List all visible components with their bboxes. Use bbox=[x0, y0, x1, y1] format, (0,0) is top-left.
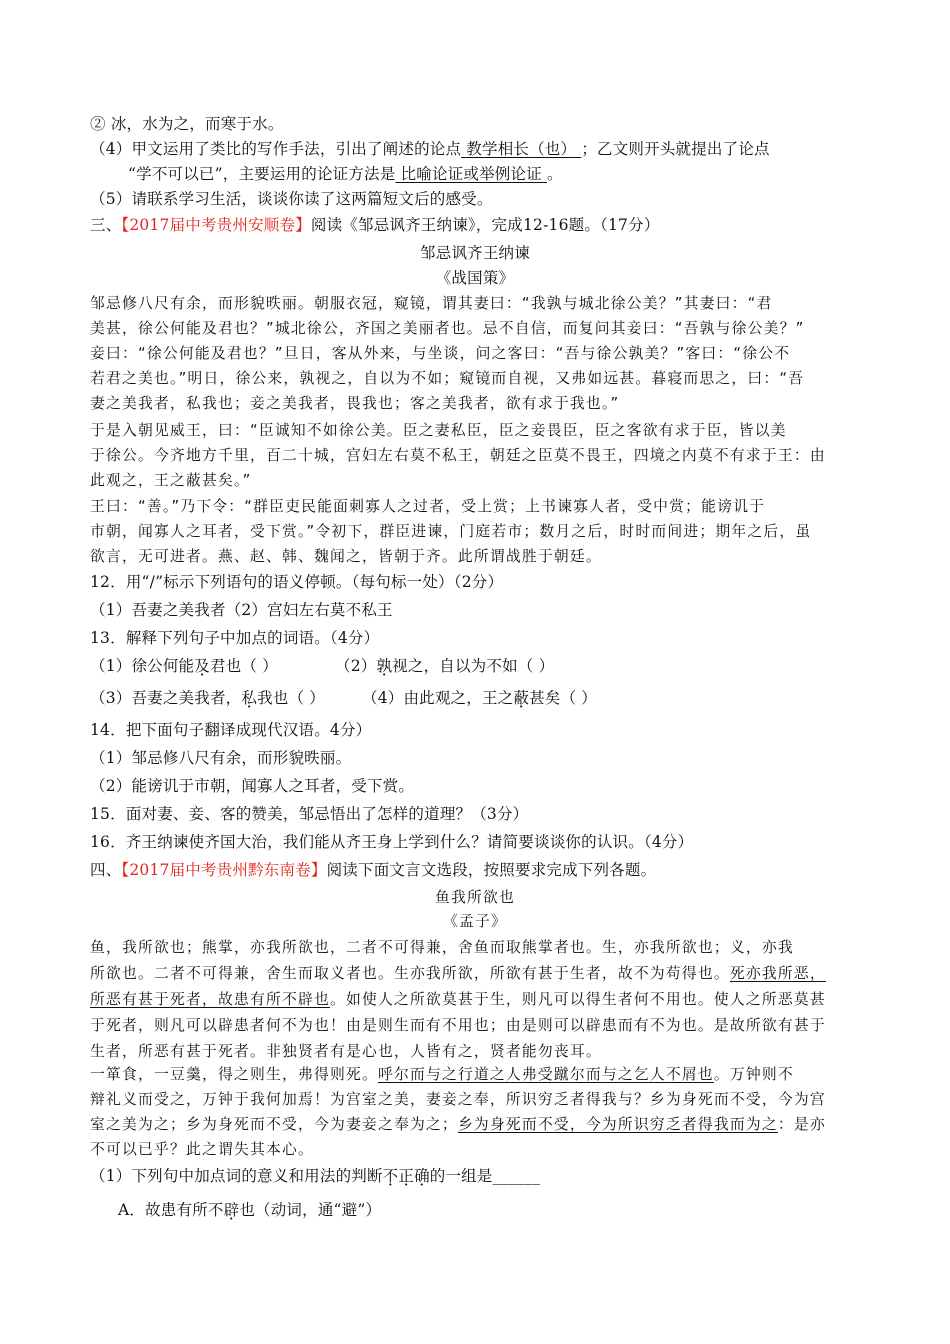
passage-line: 所欲也。二者不可得兼，舍生而取义者也。生亦我所欲，所欲有甚于生者，故不为苟得也。死亦我所恶， bbox=[90, 965, 826, 982]
question-12-items: （1）吾妻之美我者（2）宫妇左右莫不私王 bbox=[90, 601, 393, 619]
question-14-item-1: （1）邹忌修八尺有余，而形貌昳丽。 bbox=[90, 749, 352, 767]
question-13-item-3: （3）吾妻之美我者，私我也（ ） bbox=[90, 689, 326, 707]
passage-title: 邹忌讽齐王纳谏 bbox=[420, 244, 530, 262]
passage-line: 生者，所恶有甚于死者。非独贤者有是心也，人皆有之，贤者能勿丧耳。 bbox=[90, 1043, 602, 1060]
underlined-sentence: 所恶有甚于死者，故患有所不辟也 bbox=[90, 991, 330, 1008]
question-15: 15．面对妻、妾、客的赞美，邹忌悟出了怎样的道理？（3分） bbox=[90, 805, 529, 823]
passage-line: 鱼，我所欲也；熊掌，亦我所欲也，二者不可得兼，舍鱼而取熊掌者也。生，亦我所欲也；义，亦我 bbox=[90, 939, 794, 956]
passage-line: 所恶有甚于死者，故患有所不辟也。如使人之所欲莫甚于生，则凡可以得生者何不用也。使人之所恶莫甚 bbox=[90, 991, 826, 1008]
source-tag: 【2017届中考贵州安顺卷】 bbox=[121, 216, 311, 234]
section-3-heading: 三、【2017届中考贵州安顺卷】阅读《邹忌讽齐王纳谏》，完成12-16题。（17分） bbox=[90, 216, 660, 234]
section-4-heading: 四、【2017届中考贵州黔东南卷】阅读下面文言文选段，按照要求完成下列各题。 bbox=[90, 861, 657, 879]
question-13-item-4: （4）由此观之，王之蔽甚矣（ ） bbox=[362, 689, 598, 707]
passage-line: 此观之，王之蔽甚矣。” bbox=[90, 472, 252, 489]
passage-line: 一箪食，一豆羹，得之则生，弗得则死。呼尔而与之行道之人弗受蹴尔而与之乞人不屑也。万钟则不 bbox=[90, 1066, 794, 1083]
question-14: 14．把下面句子翻译成现代汉语。4分） bbox=[90, 721, 372, 739]
question-13-item-2: （2）孰视之，自以为不如（ ） bbox=[335, 657, 555, 675]
answer-blank: 比喻论证或举例论证 bbox=[395, 165, 548, 183]
underlined-sentence: 呼尔而与之行道之人弗受蹴尔而与之乞人不屑也 bbox=[377, 1066, 714, 1083]
answer-blank: 教学相长（也） bbox=[461, 140, 582, 158]
underlined-sentence: 死亦我所恶， bbox=[729, 965, 826, 982]
passage-line: 市朝，闻寡人之耳者，受下赏。”令初下，群臣进谏，门庭若市；数月之后，时时而间进；期年之后，虽 bbox=[90, 523, 812, 540]
passage-line: 于是入朝见威王，曰：“臣诚知不如徐公美。臣之妻私臣，臣之妾畏臣，臣之客欲有求于臣，皆以美 bbox=[90, 422, 787, 439]
passage-line: 于徐公。今齐地方千里，百二十城，宫妇左右莫不私王，朝廷之臣莫不畏王，四境之内莫不有求于王：由 bbox=[90, 447, 826, 464]
passage-line: 室之美为之；乡为身死而不受，今为妻妾之奉为之；乡为身死而不受，今为所识穷乏者得我而为之：是亦 bbox=[90, 1116, 826, 1133]
passage-line: 王曰：“善。”乃下令：“群臣吏民能面刺寡人之过者，受上赏；上书谏寡人者，受中赏；能谤讥于 bbox=[90, 498, 766, 515]
question-12: 12．用“/”标示下列语句的语义停顿。（每句标一处）（2分） bbox=[90, 573, 504, 591]
passage-source: 《战国策》 bbox=[435, 269, 515, 287]
passage-line: 妻之美我者，私我也；妾之美我者，畏我也；客之美我者，欲有求于我也。” bbox=[90, 395, 620, 412]
question-13: 13．解释下列句子中加点的词语。（4分） bbox=[90, 629, 380, 647]
passage-line: 辩礼义而受之，万钟于我何加焉！为宫室之美，妻妾之奉，所识穷乏者得我与？乡为身死而不受，今为宫 bbox=[90, 1091, 826, 1108]
passage-line: 若君之美也。”明日，徐公来，孰视之，自以为不如；窥镜而自视，又弗如远甚。暮寝而思之，曰：“吾 bbox=[90, 370, 805, 387]
passage-line: 妾曰：“徐公何能及君也？”旦日，客从外来，与坐谈，问之客曰：“吾与徐公孰美？”客曰：“徐公不 bbox=[90, 345, 791, 362]
passage-title: 鱼我所欲也 bbox=[435, 889, 515, 906]
question-4-cont: “学不可以已”，主要运用的论证方法是 比喻论证或举例论证 。 bbox=[128, 165, 563, 183]
passage-source: 《孟子》 bbox=[443, 913, 507, 930]
question-4: （4）甲文运用了类比的写作手法，引出了阐述的论点 教学相长（也） ；乙文则开头就提出了论点 bbox=[90, 140, 770, 158]
passage-line: 于死者，则凡可以辟患者何不为也！由是则生而有不用也；由是则可以辟患而有不为也。是故所欲有甚于 bbox=[90, 1017, 826, 1034]
option-a: A．故患有所不辟也（动词，通“避”） bbox=[118, 1201, 382, 1219]
passage-line: 不可以已乎？此之谓失其本心。 bbox=[90, 1141, 314, 1158]
question-5: （5）请联系学习生活，谈谈你读了这两篇短文后的感受。 bbox=[90, 190, 493, 208]
underlined-sentence: 乡为身死而不受，今为所识穷乏者得我而为之 bbox=[457, 1116, 778, 1133]
passage-line: 美甚，徐公何能及君也？”城北徐公，齐国之美丽者也。忌不自信，而复问其妾曰：“吾孰与徐公美？” bbox=[90, 320, 805, 337]
question-4-1: （1）下列句中加点词的意义和用法的判断不正确的一组是______ bbox=[90, 1167, 541, 1185]
passage-line: 邹忌修八尺有余，而形貌昳丽。朝服衣冠，窥镜，谓其妻曰：“我孰与城北徐公美？”其妻曰：“君 bbox=[90, 295, 773, 312]
passage-line: 欲言，无可进者。燕、赵、韩、魏闻之，皆朝于齐。此所谓战胜于朝廷。 bbox=[90, 548, 602, 565]
question-13-item-1: （1）徐公何能及君也（ ） bbox=[90, 657, 278, 675]
question-16: 16．齐王纳谏使齐国大治，我们能从齐王身上学到什么？请简要谈谈你的认识。（4分） bbox=[90, 833, 694, 851]
question-14-item-2: （2）能谤讥于市朝，闻寡人之耳者，受下赏。 bbox=[90, 777, 415, 795]
item-2: ② 冰，水为之，而寒于水。 bbox=[90, 115, 284, 133]
source-tag: 【2017届中考贵州黔东南卷】 bbox=[121, 861, 327, 879]
